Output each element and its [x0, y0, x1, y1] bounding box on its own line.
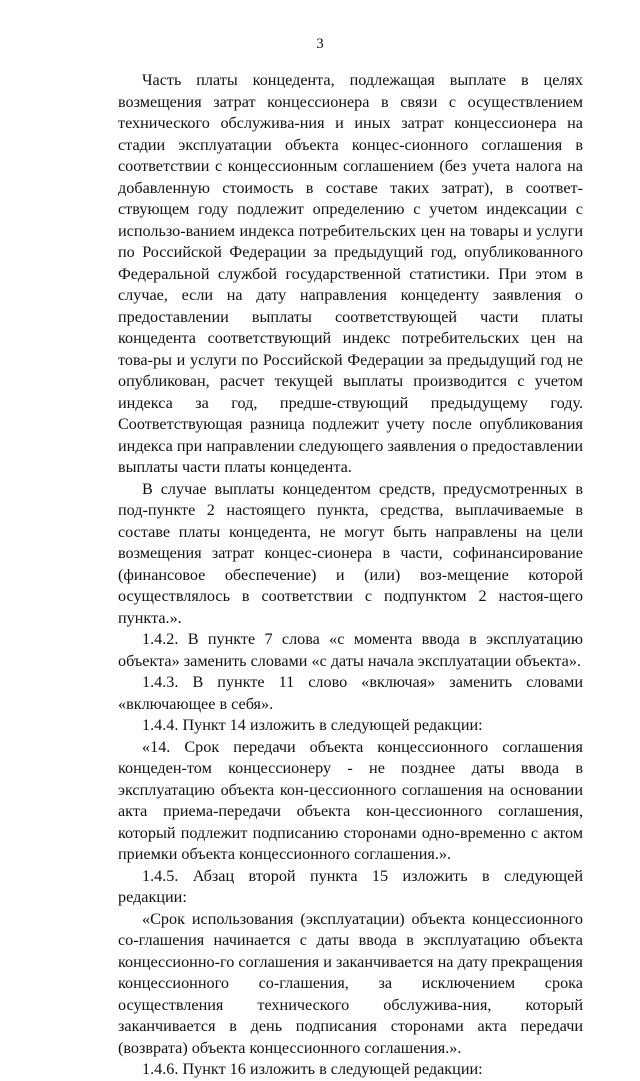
- text-line: мещение которой осуществлялось в соответствии с подпунктом 2 настоя-: [118, 565, 583, 605]
- text-line: 1.4.2. В пункте 7 слова «с момента ввода в эксплуатацию объекта»: [118, 630, 583, 670]
- text-line: 1.4.3. В пункте 11 слово «включая» заменить словами «включающее: [118, 673, 583, 713]
- text-line: сионного соглашения в соответствии с концессионным соглашением (без: [118, 135, 583, 175]
- text-line: щего пункта.».: [118, 587, 583, 627]
- text-line: затрат концессионера в связи с осуществлением технического обслужива-: [118, 92, 584, 132]
- text-line: ванием индекса потребительских цен на товары и услуги по Российской: [118, 221, 583, 261]
- text-line: глашения, за исключением срока осуществления технического обслужива-: [118, 974, 583, 1014]
- text-line: «14. Срок передачи объекта концессионного соглашения концеден-: [118, 737, 583, 777]
- paragraph-p5: [118, 715, 583, 737]
- paragraph-p3: [118, 629, 583, 672]
- text-line: го соглашения и заканчивается на дату прекращения концессионного со-: [118, 952, 583, 992]
- text-line: заменить словами «с даты начала эксплуатации объекта».: [183, 651, 581, 670]
- paragraph-p7: [118, 866, 583, 909]
- text-line: ры и услуги по Российской Федерации за предыдущий год не опубликован,: [118, 350, 583, 390]
- text-line: после опубликования индекса при направлении следующего заявления о: [118, 415, 584, 455]
- text-line: том концессионеру - не позднее даты ввода в эксплуатацию объекта кон-: [118, 759, 583, 799]
- text-line: ния и иных затрат концессионера на стадии эксплуатации объекта концес-: [118, 114, 583, 154]
- text-line: в себя».: [219, 694, 274, 713]
- text-line: цессионного соглашения, который подлежит подписанию сторонами одно-: [118, 802, 584, 842]
- text-line: государственной статистики. При этом в случае, если на дату направления: [118, 264, 584, 304]
- text-line: пункте 2 настоящего пункта, средства, выплачиваемые в составе платы: [118, 501, 583, 541]
- text-line: концедента, не могут быть направлены на цели возмещения затрат концес-: [118, 522, 584, 562]
- text-line: Часть платы концедента, подлежащая выплате в целях возмещения: [118, 71, 583, 111]
- text-line: В случае выплаты концедентом средств, предусмотренных в под-: [118, 479, 583, 519]
- paragraph-p2: [118, 479, 583, 630]
- text-line: Федерации за предыдущий год, опубликованного Федеральной службой: [118, 243, 583, 283]
- text-line: 1.4.5. Абзац второй пункта 15 изложить в следующей редакции:: [118, 866, 583, 906]
- text-line: глашения начинается с даты ввода в эксплуатацию объекта концессионно-: [118, 931, 583, 971]
- paragraph-p9: [118, 1059, 583, 1081]
- text-line: учета налога на добавленную стоимость в составе таких затрат), в соответ-: [118, 157, 583, 197]
- text-line: (возврата) объекта концессионного соглашения.».: [118, 1038, 462, 1057]
- paragraph-p6: [118, 737, 583, 866]
- paragraph-p4: [118, 672, 583, 715]
- text-line: временно с актом приемки объекта концессионного соглашения.».: [118, 823, 583, 863]
- text-line: ния, который заканчивается в день подписания сторонами акта передачи: [118, 995, 584, 1035]
- text-line: цессионного соглашения на основании акта приема-передачи объекта кон-: [118, 780, 583, 820]
- text-line: концеденту заявления о предоставлении выплаты соответствующей части: [118, 286, 583, 326]
- paragraph-p1: [118, 70, 583, 479]
- text-line: предоставлении выплаты части платы концедента.: [118, 436, 584, 476]
- document-body: [118, 70, 583, 1081]
- paragraph-p8: [118, 909, 583, 1060]
- page-number: 3: [316, 36, 324, 52]
- text-line: «Срок использования (эксплуатации) объекта концессионного со-: [118, 909, 583, 949]
- text-line: 1.4.4. Пункт 14 изложить в следующей редакции:: [142, 716, 483, 734]
- text-line: расчет текущей выплаты производится с учетом индекса за год, предше-: [118, 372, 584, 412]
- text-line: ствующий предыдущему году. Соответствующая разница подлежит учету: [118, 393, 583, 433]
- text-line: сионера в части, софинансирование (финансовое обеспечение) и (или) воз-: [118, 544, 583, 584]
- text-line: ствующем году подлежит определению с учетом индексации с использо-: [118, 200, 583, 240]
- text-line: платы концедента соответствующий индекс потребительских цен на това-: [118, 307, 583, 369]
- text-line: 1.4.6. Пункт 16 изложить в следующей редакции:: [142, 1060, 483, 1078]
